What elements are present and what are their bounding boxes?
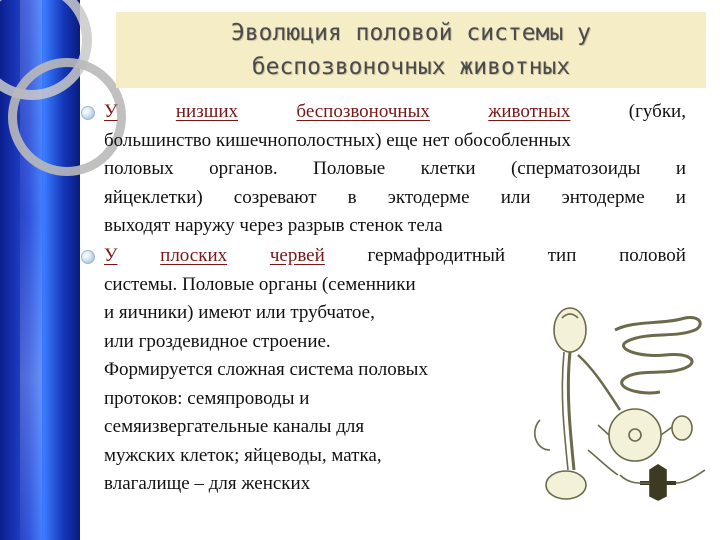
word: половых [104,158,174,179]
underlined-word: беспозвоночных [296,101,430,122]
text-line: семяизвергательные каналы для [104,416,365,437]
title-line-1: Эволюция половой системы у [230,20,592,46]
word: клетки [420,158,476,179]
word: в [347,186,357,208]
underlined-word: низших [175,101,238,122]
text-line: или гроздевидное строение. [104,330,331,352]
word: и [675,186,686,208]
text-line [104,155,686,184]
word: Половые [313,158,386,179]
underlined-word: У [104,101,118,122]
word: органов. [209,158,278,179]
word: (губки, [628,101,686,122]
text-line: большинство кишечнополостных) еще нет обособленных [104,129,571,151]
word: энтодерме [561,186,645,208]
word: гермафродитный [367,245,506,266]
flatworm-reproductive-system-illustration [500,300,715,535]
bullet-1-text [104,98,686,241]
underlined-word: червей [269,245,325,266]
text-line: Формируется сложная система половых [104,359,428,380]
word: и [675,158,686,179]
text-line [104,184,686,213]
bullet-icon [81,250,95,264]
word: эктодерме [387,186,470,208]
text-line [104,98,686,127]
underlined-word: плоских [160,245,228,266]
text-line [104,242,686,271]
text-line: мужских клеток; яйцеводы, матка, [104,444,382,466]
bullet-icon [81,106,95,120]
underlined-word: животных [488,101,571,122]
underlined-word: У [104,245,118,266]
text-line: и яичники) имеют или трубчатое, [104,302,375,323]
word: половой [619,245,686,266]
text-line: влагалище – для женских [104,473,311,494]
word: или [500,186,531,208]
word: созревают [233,186,317,208]
text-line: системы. Половые органы (семенники [104,273,416,295]
text-line: протоков: семяпроводы и [104,387,310,409]
title-line-2: беспозвоночных животных [251,54,571,80]
word: (сперматозоиды [510,158,641,179]
word: яйцеклетки) [104,186,203,208]
text-line: выходят наружу через разрыв стенок тела [104,215,443,236]
word: тип [547,245,577,266]
slide-title [116,16,706,84]
